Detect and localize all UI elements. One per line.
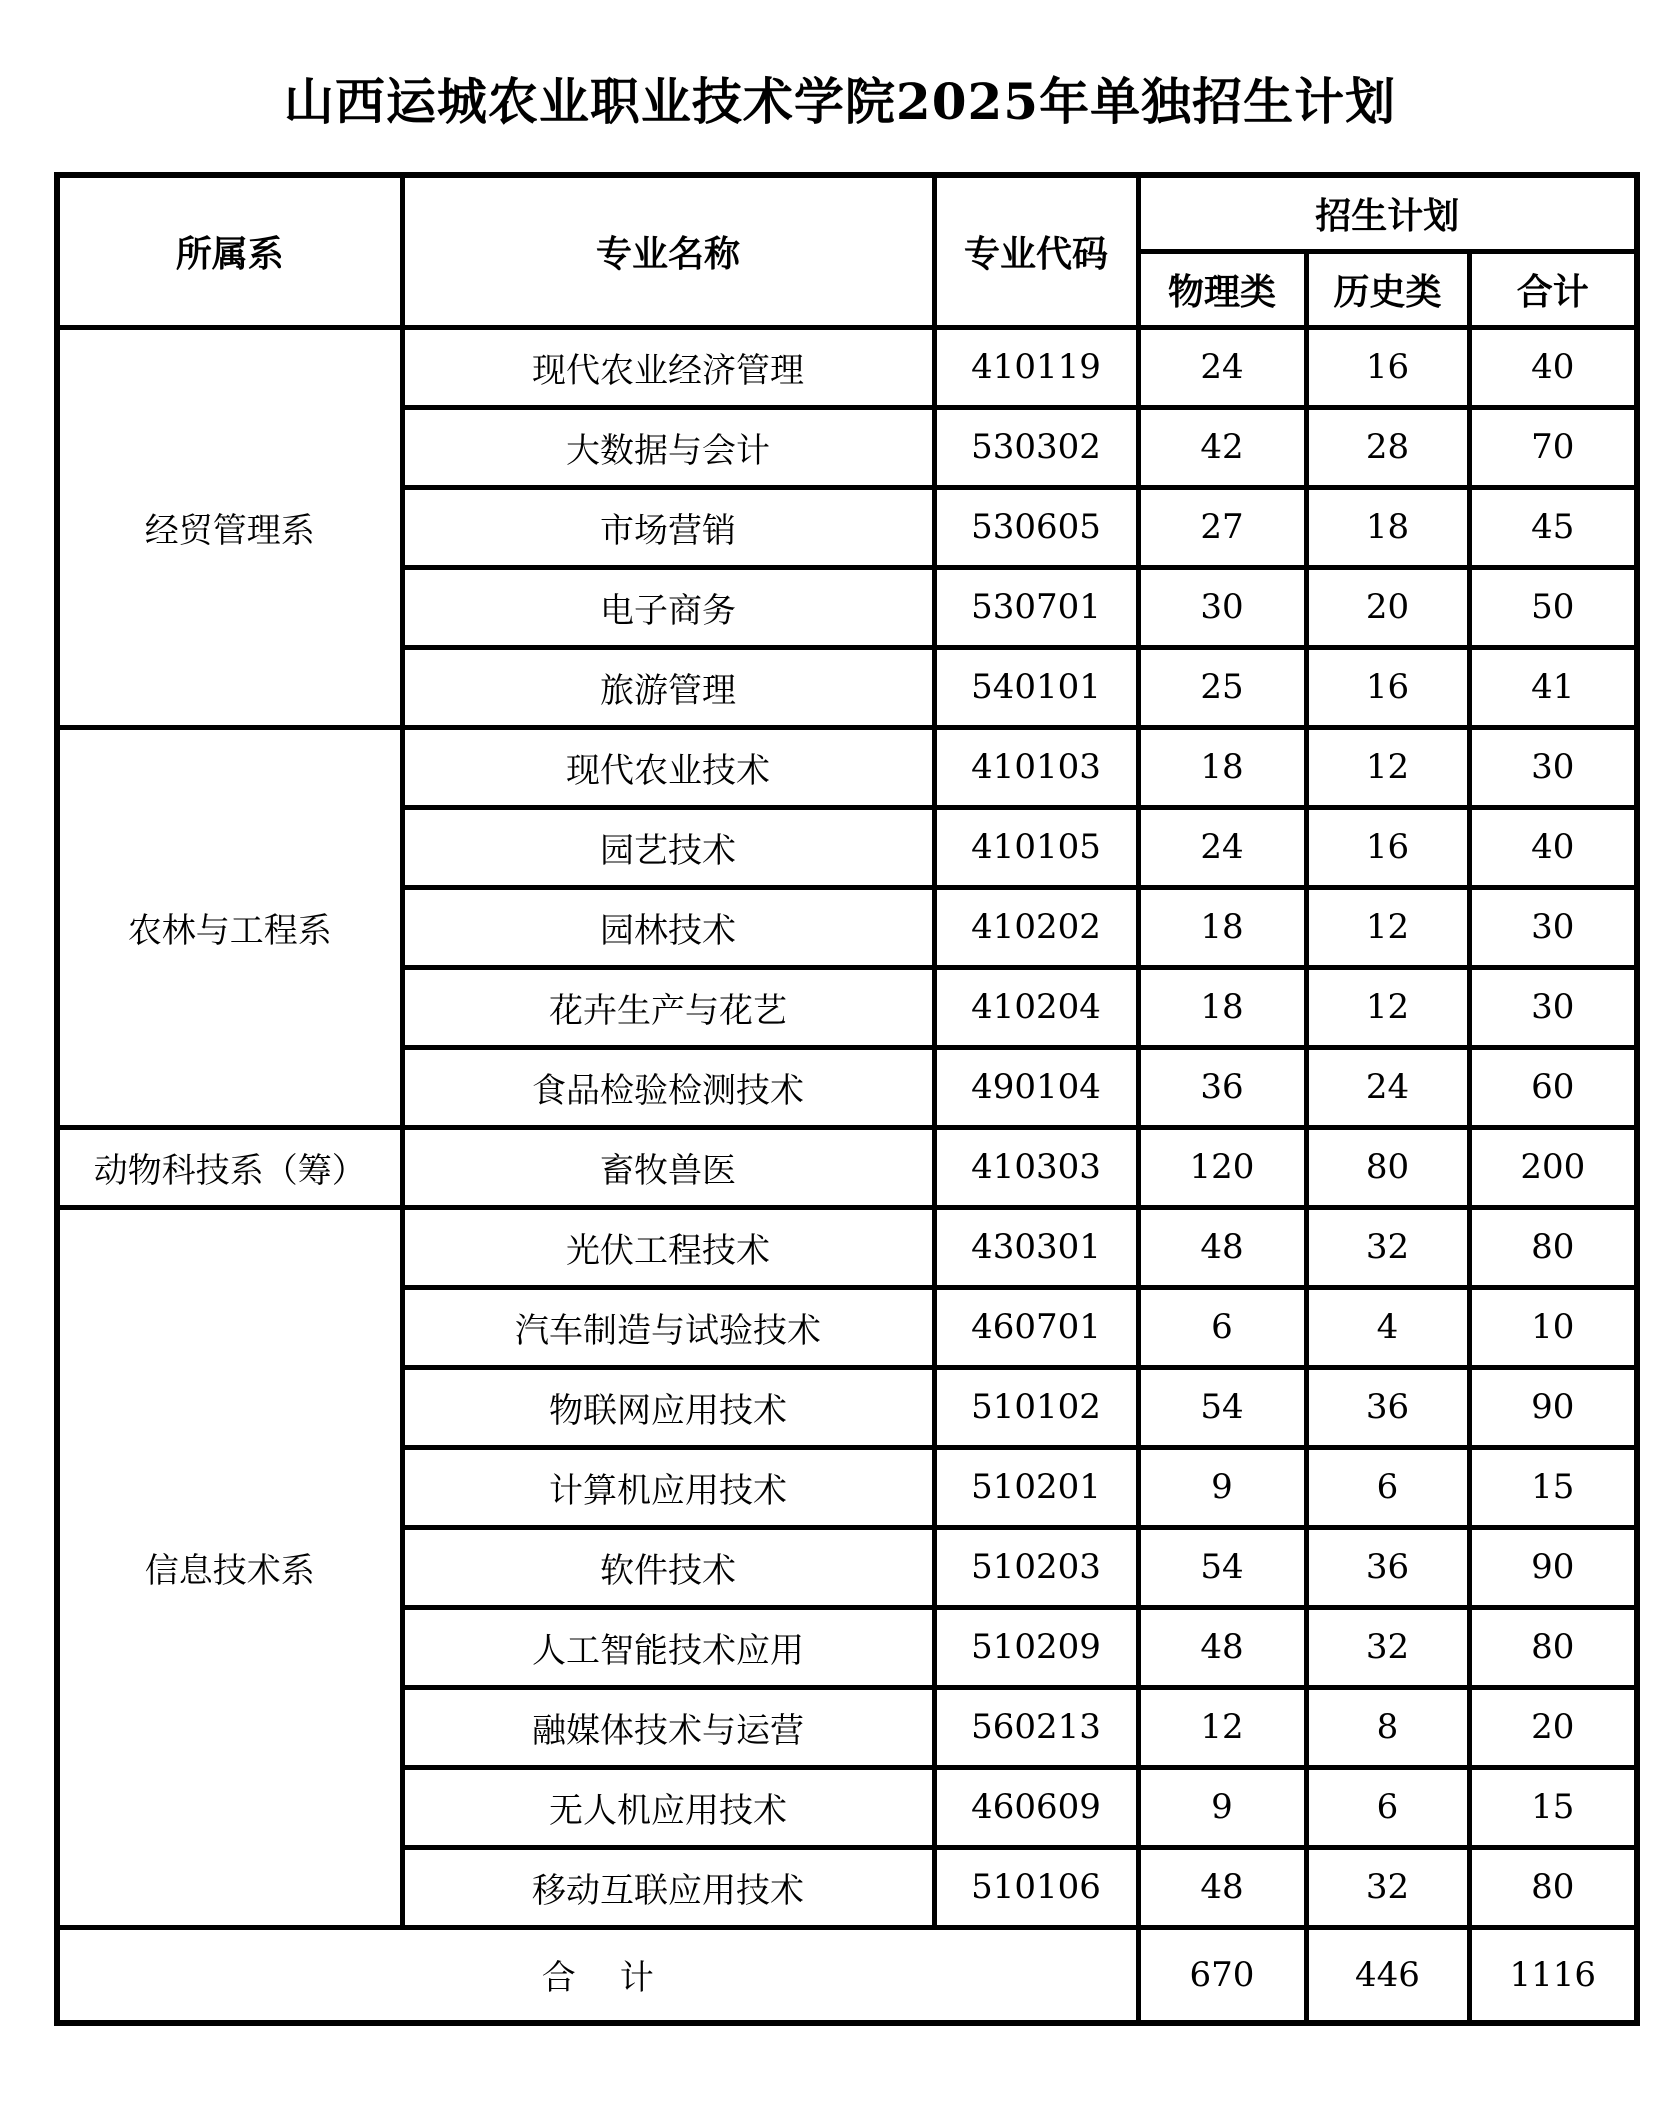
page-title: 山西运城农业职业技术学院2025年单独招生计划 [283,72,1397,131]
major-name-cell: 市场营销 [402,487,934,567]
subtotal-cell: 200 [1469,1127,1637,1207]
major-name-cell: 食品检验检测技术 [402,1047,934,1127]
history-count-cell: 80 [1306,1127,1469,1207]
history-count-cell: 16 [1306,647,1469,727]
history-count-cell: 6 [1306,1447,1469,1527]
major-name-cell: 电子商务 [402,567,934,647]
physics-count-cell: 30 [1138,567,1306,647]
major-name-cell: 软件技术 [402,1527,934,1607]
subtotal-cell: 30 [1469,727,1637,807]
major-name-cell: 融媒体技术与运营 [402,1687,934,1767]
major-name-cell: 大数据与会计 [402,407,934,487]
major-name-cell: 现代农业经济管理 [402,327,934,407]
major-code-cell: 530302 [934,407,1138,487]
subtotal-cell: 15 [1469,1767,1637,1847]
major-code-cell: 410103 [934,727,1138,807]
total-physics: 670 [1138,1927,1306,2023]
subtotal-cell: 30 [1469,887,1637,967]
major-name-cell: 计算机应用技术 [402,1447,934,1527]
physics-count-cell: 24 [1138,327,1306,407]
history-count-cell: 32 [1306,1847,1469,1927]
history-count-cell: 32 [1306,1607,1469,1687]
subtotal-cell: 50 [1469,567,1637,647]
history-count-cell: 18 [1306,487,1469,567]
subtotal-cell: 45 [1469,487,1637,567]
history-count-cell: 12 [1306,727,1469,807]
history-count-cell: 6 [1306,1767,1469,1847]
major-code-cell: 430301 [934,1207,1138,1287]
physics-count-cell: 54 [1138,1367,1306,1447]
major-name-cell: 物联网应用技术 [402,1367,934,1447]
physics-count-cell: 18 [1138,967,1306,1047]
subtotal-cell: 20 [1469,1687,1637,1767]
history-count-cell: 12 [1306,887,1469,967]
major-code-cell: 510203 [934,1527,1138,1607]
subtotal-cell: 30 [1469,967,1637,1047]
major-code-cell: 510102 [934,1367,1138,1447]
total-history: 446 [1306,1927,1469,2023]
major-name-cell: 园艺技术 [402,807,934,887]
major-code-cell: 490104 [934,1047,1138,1127]
physics-count-cell: 9 [1138,1767,1306,1847]
table-row [57,1127,1637,1207]
history-count-cell: 32 [1306,1207,1469,1287]
history-count-cell: 24 [1306,1047,1469,1127]
major-name-cell: 现代农业技术 [402,727,934,807]
header-major-code: 专业代码 [934,175,1138,327]
header-plan: 招生计划 [1138,175,1637,251]
history-count-cell: 36 [1306,1527,1469,1607]
history-count-cell: 28 [1306,407,1469,487]
department-cell: 经贸管理系 [57,327,402,727]
total-sum: 1116 [1469,1927,1637,2023]
history-count-cell: 8 [1306,1687,1469,1767]
major-code-cell: 410303 [934,1127,1138,1207]
history-count-cell: 12 [1306,967,1469,1047]
total-label: 合计 [57,1927,1138,2023]
major-name-cell: 光伏工程技术 [402,1207,934,1287]
history-count-cell: 16 [1306,807,1469,887]
major-code-cell: 510201 [934,1447,1138,1527]
subtotal-cell: 15 [1469,1447,1637,1527]
enrollment-plan-table [54,172,1640,2026]
major-code-cell: 410105 [934,807,1138,887]
physics-count-cell: 54 [1138,1527,1306,1607]
department-cell: 动物科技系（筹） [57,1127,402,1207]
subtotal-cell: 40 [1469,327,1637,407]
subtotal-cell: 80 [1469,1847,1637,1927]
major-code-cell: 410119 [934,327,1138,407]
major-code-cell: 460609 [934,1767,1138,1847]
physics-count-cell: 24 [1138,807,1306,887]
header-physics: 物理类 [1138,251,1306,327]
department-cell: 农林与工程系 [57,727,402,1127]
physics-count-cell: 48 [1138,1607,1306,1687]
physics-count-cell: 48 [1138,1207,1306,1287]
subtotal-cell: 80 [1469,1207,1637,1287]
department-cell: 信息技术系 [57,1207,402,1927]
major-name-cell: 花卉生产与花艺 [402,967,934,1047]
total-row [57,1927,1637,2023]
physics-count-cell: 27 [1138,487,1306,567]
header-department: 所属系 [57,175,402,327]
table-row [57,727,1637,807]
major-code-cell: 530605 [934,487,1138,567]
major-code-cell: 410204 [934,967,1138,1047]
major-code-cell: 530701 [934,567,1138,647]
major-name-cell: 园林技术 [402,887,934,967]
physics-count-cell: 36 [1138,1047,1306,1127]
history-count-cell: 4 [1306,1287,1469,1367]
physics-count-cell: 25 [1138,647,1306,727]
subtotal-cell: 70 [1469,407,1637,487]
physics-count-cell: 42 [1138,407,1306,487]
table-row [57,1207,1637,1287]
history-count-cell: 20 [1306,567,1469,647]
history-count-cell: 16 [1306,327,1469,407]
table-row [57,327,1637,407]
major-code-cell: 540101 [934,647,1138,727]
major-code-cell: 460701 [934,1287,1138,1367]
subtotal-cell: 90 [1469,1527,1637,1607]
header-history: 历史类 [1306,251,1469,327]
major-name-cell: 无人机应用技术 [402,1767,934,1847]
subtotal-cell: 40 [1469,807,1637,887]
subtotal-cell: 10 [1469,1287,1637,1367]
physics-count-cell: 6 [1138,1287,1306,1367]
physics-count-cell: 120 [1138,1127,1306,1207]
physics-count-cell: 18 [1138,727,1306,807]
header-subtotal: 合计 [1469,251,1637,327]
major-code-cell: 410202 [934,887,1138,967]
table-body [57,327,1637,1927]
major-name-cell: 人工智能技术应用 [402,1607,934,1687]
physics-count-cell: 48 [1138,1847,1306,1927]
physics-count-cell: 18 [1138,887,1306,967]
major-code-cell: 510106 [934,1847,1138,1927]
major-name-cell: 移动互联应用技术 [402,1847,934,1927]
physics-count-cell: 9 [1138,1447,1306,1527]
major-name-cell: 旅游管理 [402,647,934,727]
major-name-cell: 畜牧兽医 [402,1127,934,1207]
subtotal-cell: 60 [1469,1047,1637,1127]
physics-count-cell: 12 [1138,1687,1306,1767]
history-count-cell: 36 [1306,1367,1469,1447]
subtotal-cell: 80 [1469,1607,1637,1687]
major-name-cell: 汽车制造与试验技术 [402,1287,934,1367]
subtotal-cell: 90 [1469,1367,1637,1447]
header-major-name: 专业名称 [402,175,934,327]
subtotal-cell: 41 [1469,647,1637,727]
major-code-cell: 510209 [934,1607,1138,1687]
major-code-cell: 560213 [934,1687,1138,1767]
